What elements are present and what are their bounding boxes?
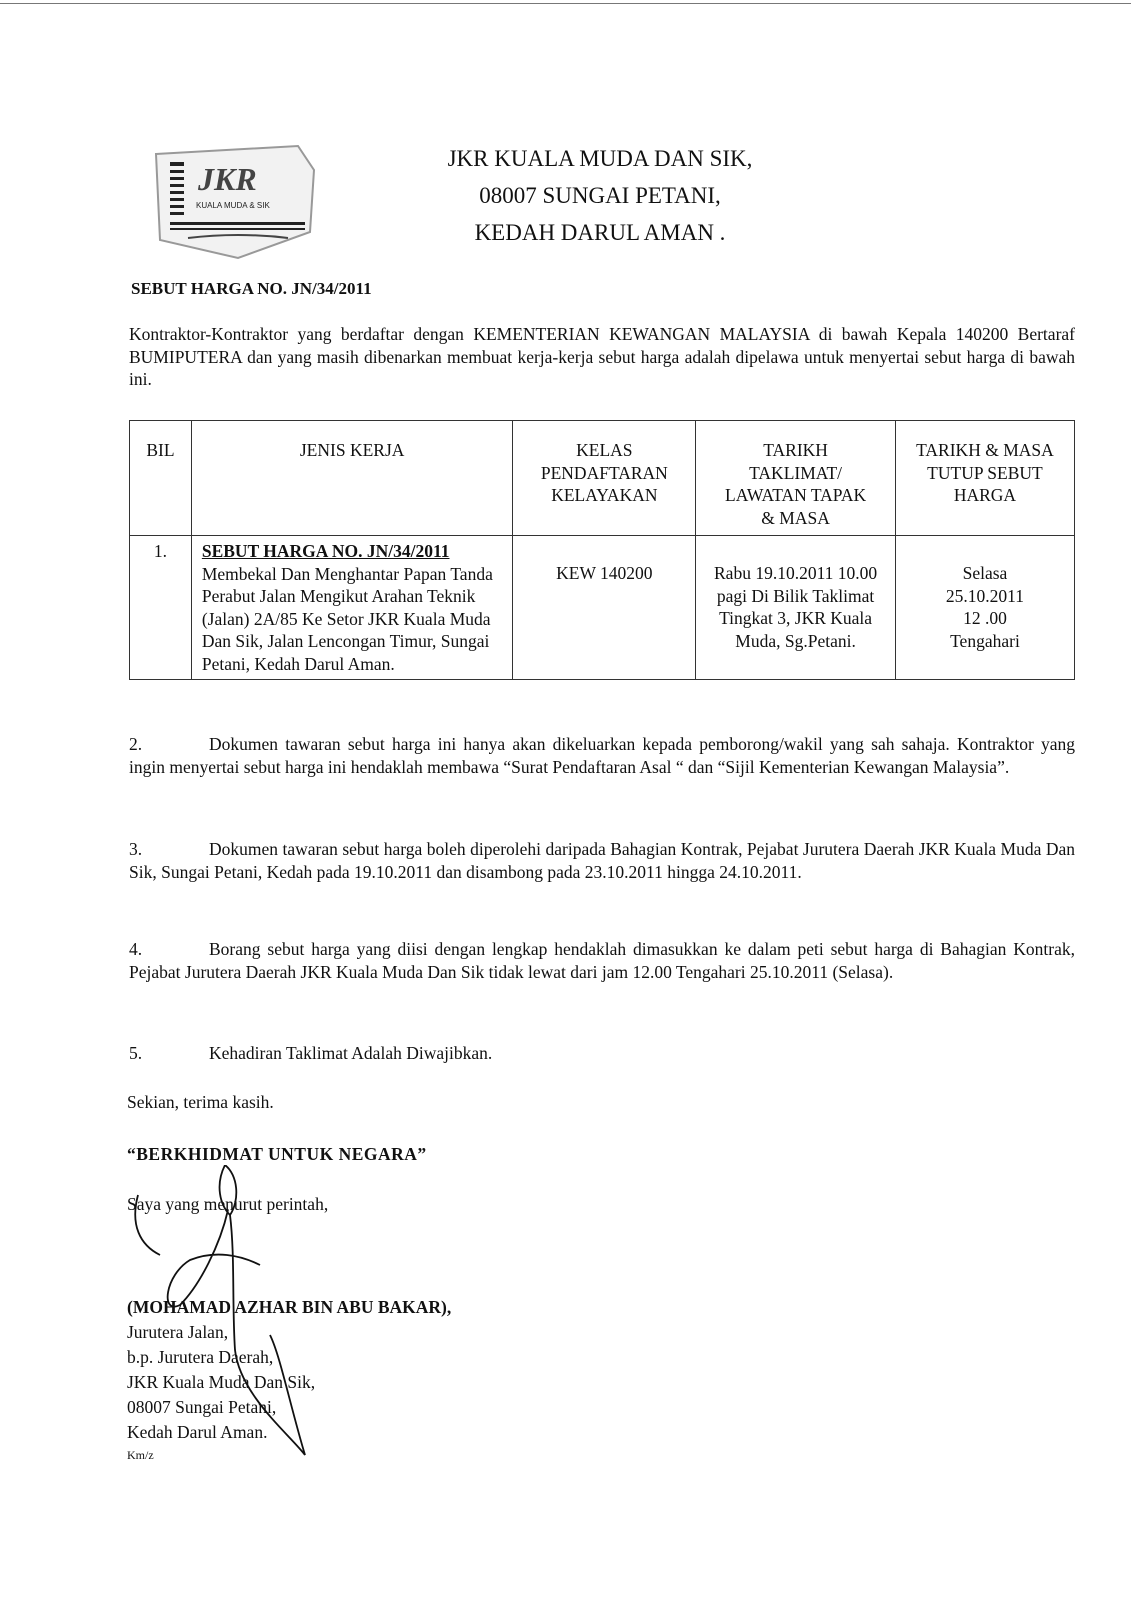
reference-number: SEBUT HARGA NO. JN/34/2011 xyxy=(131,279,372,298)
cell-kelas: KEW 140200 xyxy=(513,536,696,680)
col-taklimat: TARIKH TAKLIMAT/ LAWATAN TAPAK & MASA xyxy=(696,421,896,536)
intro-paragraph: Kontraktor-Kontraktor yang berdaftar dengan KEMENTERIAN KEWANGAN MALAYSIA di bawah Kepala 140200 Bertaraf BUMIPUTERA dan yang masih dibenarkan membuat kerja-kerja sebut harga adalah dipelawa untuk menyertai sebut harga di bawah ini. xyxy=(129,324,1075,389)
cell-jenis-kerja xyxy=(191,536,513,680)
svg-text:JKR: JKR xyxy=(198,161,257,197)
para-text: Kehadiran Taklimat Adalah Diwajibkan. xyxy=(209,1043,493,1063)
svg-text:KUALA MUDA & SIK: KUALA MUDA & SIK xyxy=(196,201,270,210)
para-num: 4. xyxy=(129,939,143,959)
paragraph-5 xyxy=(129,1042,1075,1065)
scan-edge xyxy=(0,3,1131,4)
signatory-name: (MOHAMAD AZHAR BIN ABU BAKAR), xyxy=(127,1297,452,1317)
para-num: 5. xyxy=(129,1043,143,1063)
address-line: JKR KUALA MUDA DAN SIK, xyxy=(447,146,753,171)
initials: Km/z xyxy=(127,1448,154,1462)
cell-desc: Membekal Dan Menghantar Papan Tanda Perabut Jalan Mengikut Arahan Teknik (Jalan) 2A/85 Ke Setor JKR Kuala Muda Dan Sik, Jalan Lencongan Timur, Sungai Petani, Kedah Darul Aman. xyxy=(201,563,493,674)
table-row xyxy=(130,536,1075,680)
tender-table xyxy=(129,420,1075,680)
signoff-line: Kedah Darul Aman. xyxy=(127,1422,268,1442)
col-kelas: KELAS PENDAFTARAN KELAYAKAN xyxy=(513,421,696,536)
paragraph-3 xyxy=(129,838,1075,883)
address-line: KEDAH DARUL AMAN . xyxy=(474,220,726,245)
signoff-line: 08007 Sungai Petani, xyxy=(127,1397,277,1417)
motto: “BERKHIDMAT UNTUK NEGARA” xyxy=(127,1144,427,1164)
closing: Sekian, terima kasih. xyxy=(127,1092,274,1112)
col-bil: BIL xyxy=(130,421,192,536)
paragraph-4 xyxy=(129,938,1075,983)
signoff-line: JKR Kuala Muda Dan Sik, xyxy=(127,1372,316,1392)
office-address xyxy=(420,140,780,251)
jkr-logo xyxy=(148,140,318,260)
para-text: Borang sebut harga yang diisi dengan lengkap hendaklah dimasukkan ke dalam peti sebut harga di Bahagian Kontrak, Pejabat Jurutera Daerah JKR Kuala Muda Dan Sik tidak lewat dari jam 12.00 Tengahari 25.10.2011 (Selasa). xyxy=(129,939,1075,982)
signoff-line: Jurutera Jalan, xyxy=(127,1322,229,1342)
para-num: 2. xyxy=(129,734,143,754)
para-num: 3. xyxy=(129,839,143,859)
saya-line: Saya yang menurut perintah, xyxy=(127,1194,329,1214)
cell-tutup: Selasa 25.10.2011 12 .00 Tengahari xyxy=(895,536,1074,680)
para-text: Dokumen tawaran sebut harga ini hanya akan dikeluarkan kepada pemborong/wakil yang sah sahaja. Kontraktor yang ingin menyertai sebut harga ini hendaklah membawa “Surat Pendaftaran Asal “ dan “Sijil Kementerian Kewangan Malaysia”. xyxy=(129,734,1075,777)
cell-title: SEBUT HARGA NO. JN/34/2011 xyxy=(201,541,450,561)
col-tutup: TARIKH & MASA TUTUP SEBUT HARGA xyxy=(895,421,1074,536)
para-text: Dokumen tawaran sebut harga boleh diperolehi daripada Bahagian Kontrak, Pejabat Jurutera Daerah JKR Kuala Muda Dan Sik, Sungai Petani, Kedah pada 19.10.2011 dan disambong pada 23.10.2011 hingga 24.10.2011. xyxy=(129,839,1075,882)
col-jenis-kerja: JENIS KERJA xyxy=(191,421,513,536)
table-header-row xyxy=(130,421,1075,536)
cell-taklimat: Rabu 19.10.2011 10.00 pagi Di Bilik Taklimat Tingkat 3, JKR Kuala Muda, Sg.Petani. xyxy=(696,536,896,680)
address-line: 08007 SUNGAI PETANI, xyxy=(479,183,721,208)
cell-bil: 1. xyxy=(130,536,192,680)
signoff-line: b.p. Jurutera Daerah, xyxy=(127,1347,274,1367)
paragraph-2 xyxy=(129,733,1075,778)
